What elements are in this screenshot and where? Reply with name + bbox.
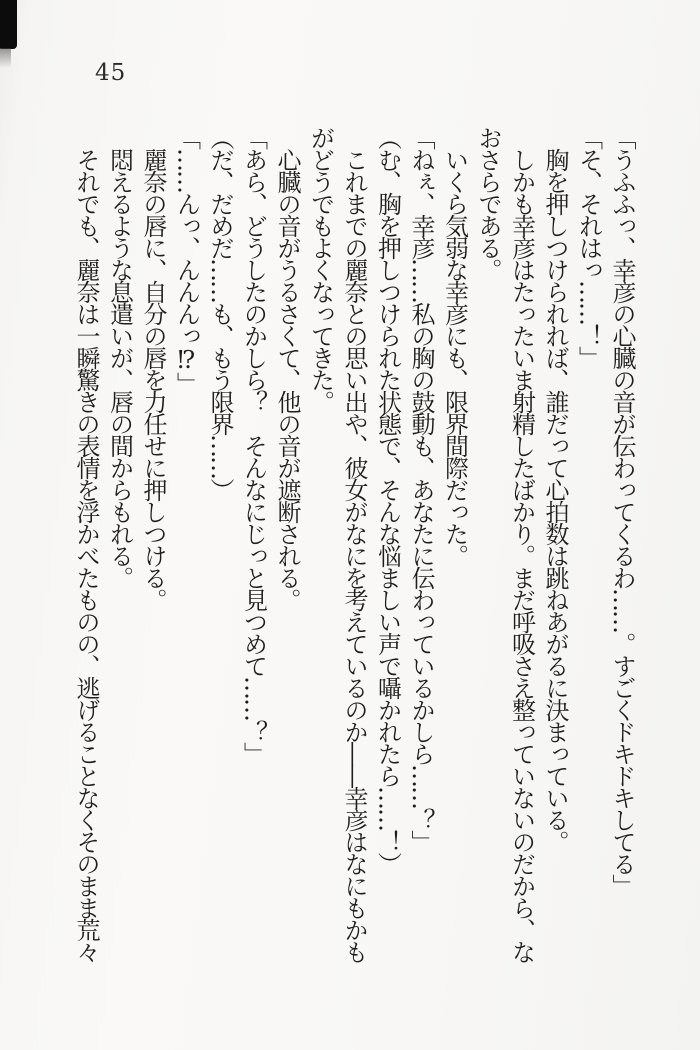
text-column: 「ねぇ、幸彦……私の胸の鼓動も、あなたに伝わっているかしら……？」	[407, 126, 435, 852]
text-column: 悶えるような息遣いが、唇の間からもれる。	[105, 148, 134, 588]
text-column: （だ、だめだ……も、もう限界……）	[206, 126, 234, 500]
text-body	[69, 126, 639, 994]
text-column: （む、胸を押しつけられた状態で、そんな悩ましい声で囁かれたら……！）	[373, 126, 402, 874]
text-column: しかも幸彦はたったいま射精したばかり。まだ呼吸さえ整っていないのだから、な	[507, 148, 536, 962]
text-column: それでも、麗奈は一瞬驚きの表情を浮かべたものの、逃げることなくそのまま荒々	[72, 148, 100, 962]
text-column: がどうでもよくなってきた。	[306, 126, 335, 412]
scan-artifact-smudge	[0, 48, 11, 68]
text-column: 心臓の音がうるさくて、他の音が遮断される。	[273, 148, 301, 610]
text-column: おさらである。	[474, 126, 502, 280]
text-column: 「あら、どうしたのかしら？ そんなにじっと見つめて……？」	[239, 126, 268, 764]
text-column: いくら気弱な幸彦にも、限界間際だった。	[440, 148, 469, 566]
text-column: 「……んっ、んんんっ⁉」	[172, 126, 201, 394]
text-column: 「うふふっ、幸彦の心臓の音が伝わってくるわ……。すごくドキドキしてる」	[608, 126, 636, 896]
text-column: これまでの麗奈との思い出や、彼女がなにを考えているのか――幸彦はなにもかも	[340, 148, 368, 962]
text-column: 麗奈の唇に、自分の唇を力任せに押しつける。	[139, 148, 167, 610]
scan-artifact-corner	[0, 0, 17, 49]
text-column: 「そ、それはっ……！」	[574, 126, 603, 368]
text-column: 胸を押しつけられれば、誰だって心拍数は跳ねあがるに決まっている。	[541, 148, 569, 852]
page-number: 45	[95, 60, 127, 86]
